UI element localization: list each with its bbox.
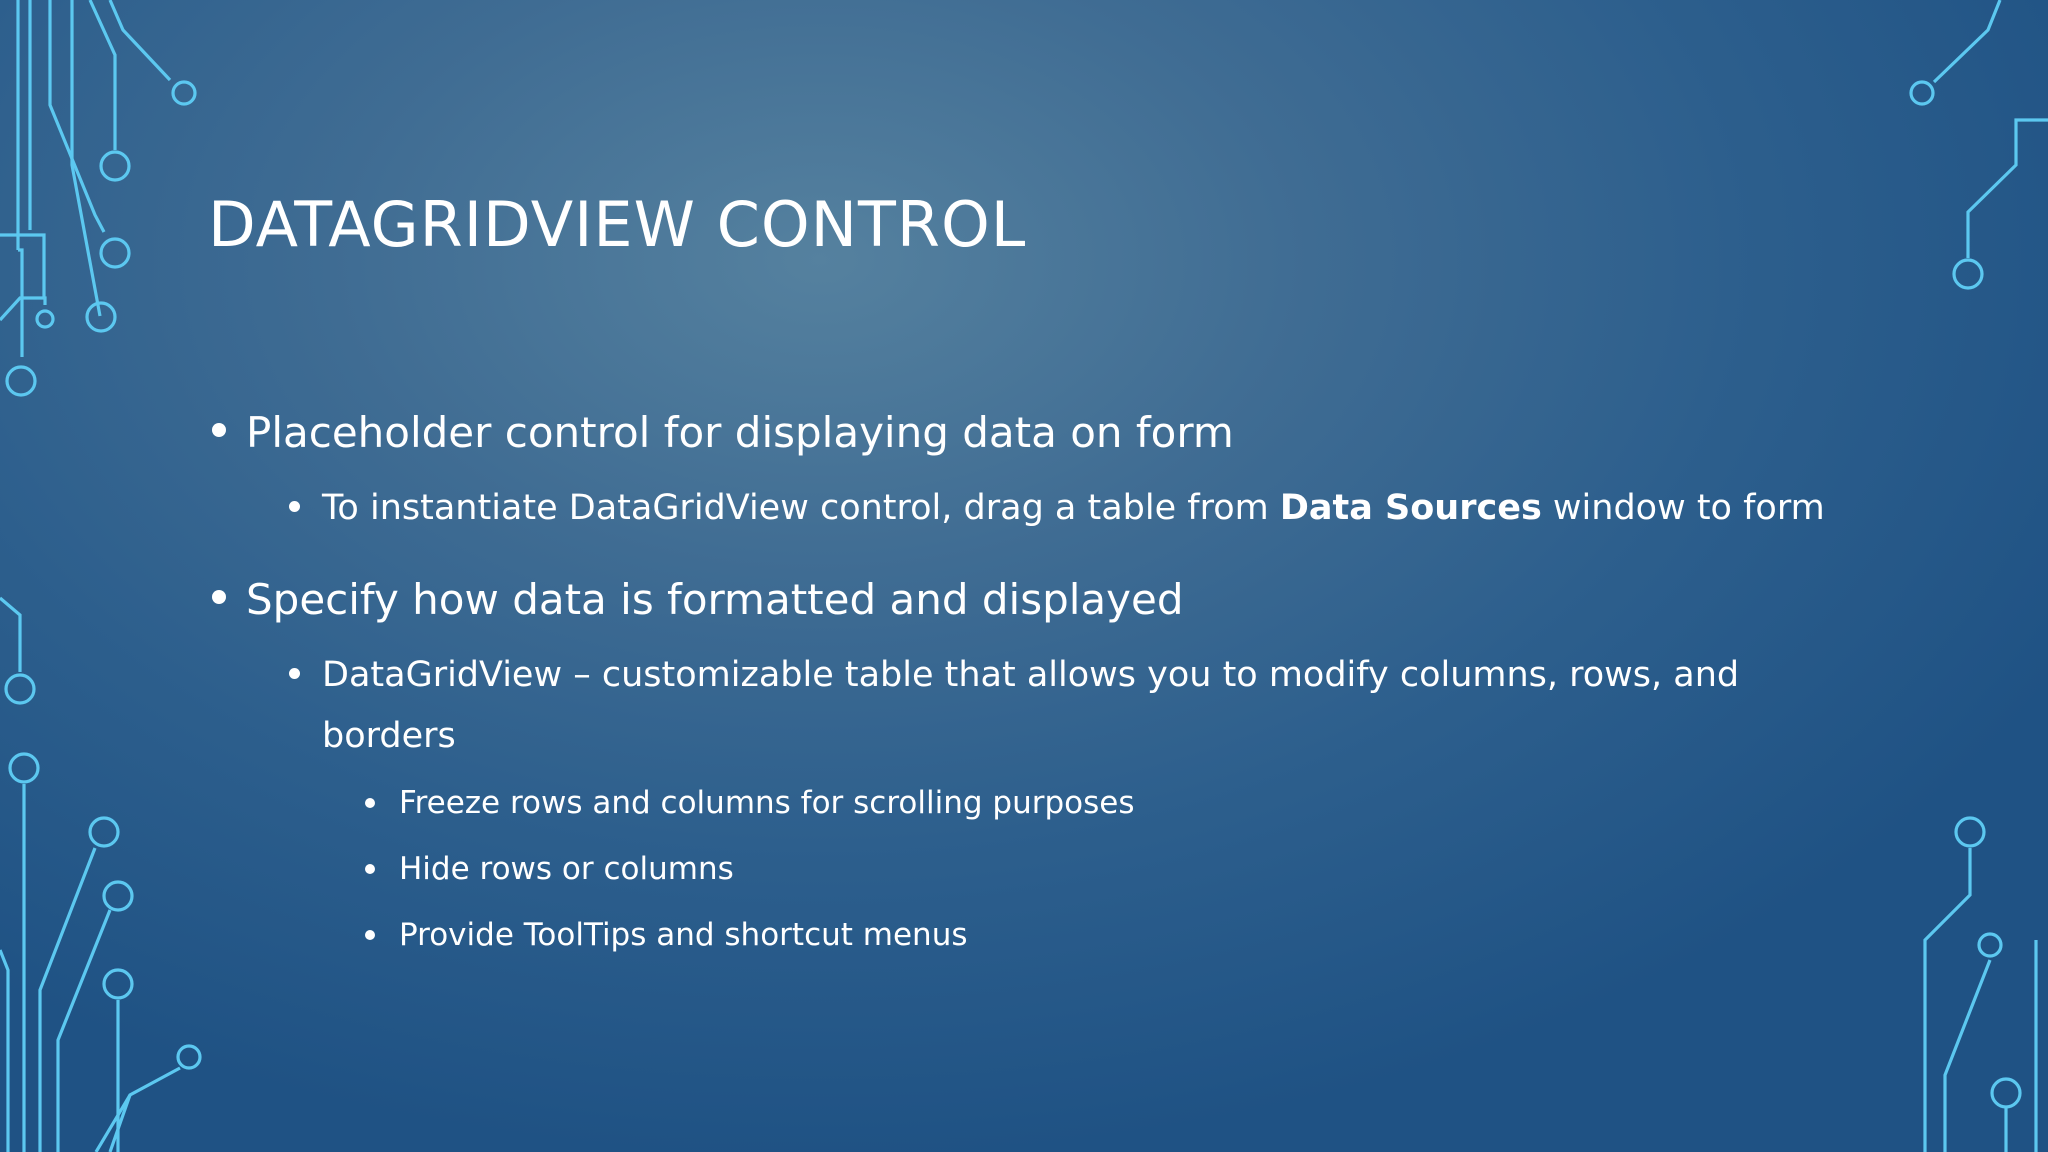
bullet-text: DataGridView – customizable table that allows you to modify columns, rows, and <box>322 655 1740 695</box>
bullet-dot <box>365 798 375 808</box>
bullet-text: Freeze rows and columns for scrolling purposes <box>399 785 1135 821</box>
bullet-dot <box>289 501 300 512</box>
bullet-text: Specify how data is formatted and displayed <box>246 575 1184 624</box>
bullet-text-part: To instantiate DataGridView control, drag a table from <box>322 488 1280 528</box>
bullet-dot <box>289 668 300 679</box>
bullet-text <box>322 488 1825 528</box>
bullet-text: Placeholder control for displaying data on form <box>246 408 1234 457</box>
bullet-dot <box>212 590 226 604</box>
data-sources-label: Data Sources <box>1279 488 1542 528</box>
circuit-top-right <box>1911 0 2048 288</box>
bullet-text-continuation: borders <box>322 716 456 756</box>
bullet-dot <box>365 864 375 874</box>
bullet-text-part: window to form <box>1541 488 1825 528</box>
bullet-text: Provide ToolTips and shortcut menus <box>399 917 968 953</box>
circuit-bottom-right <box>1925 818 2036 1152</box>
bullet-dot <box>365 930 375 940</box>
circuit-top-left <box>0 0 195 395</box>
slide-title: DATAGRIDVIEW CONTROL <box>208 188 1027 261</box>
bullet-dot <box>212 423 226 437</box>
circuit-bottom-left <box>0 598 200 1152</box>
bullet-text: Hide rows or columns <box>399 851 734 887</box>
